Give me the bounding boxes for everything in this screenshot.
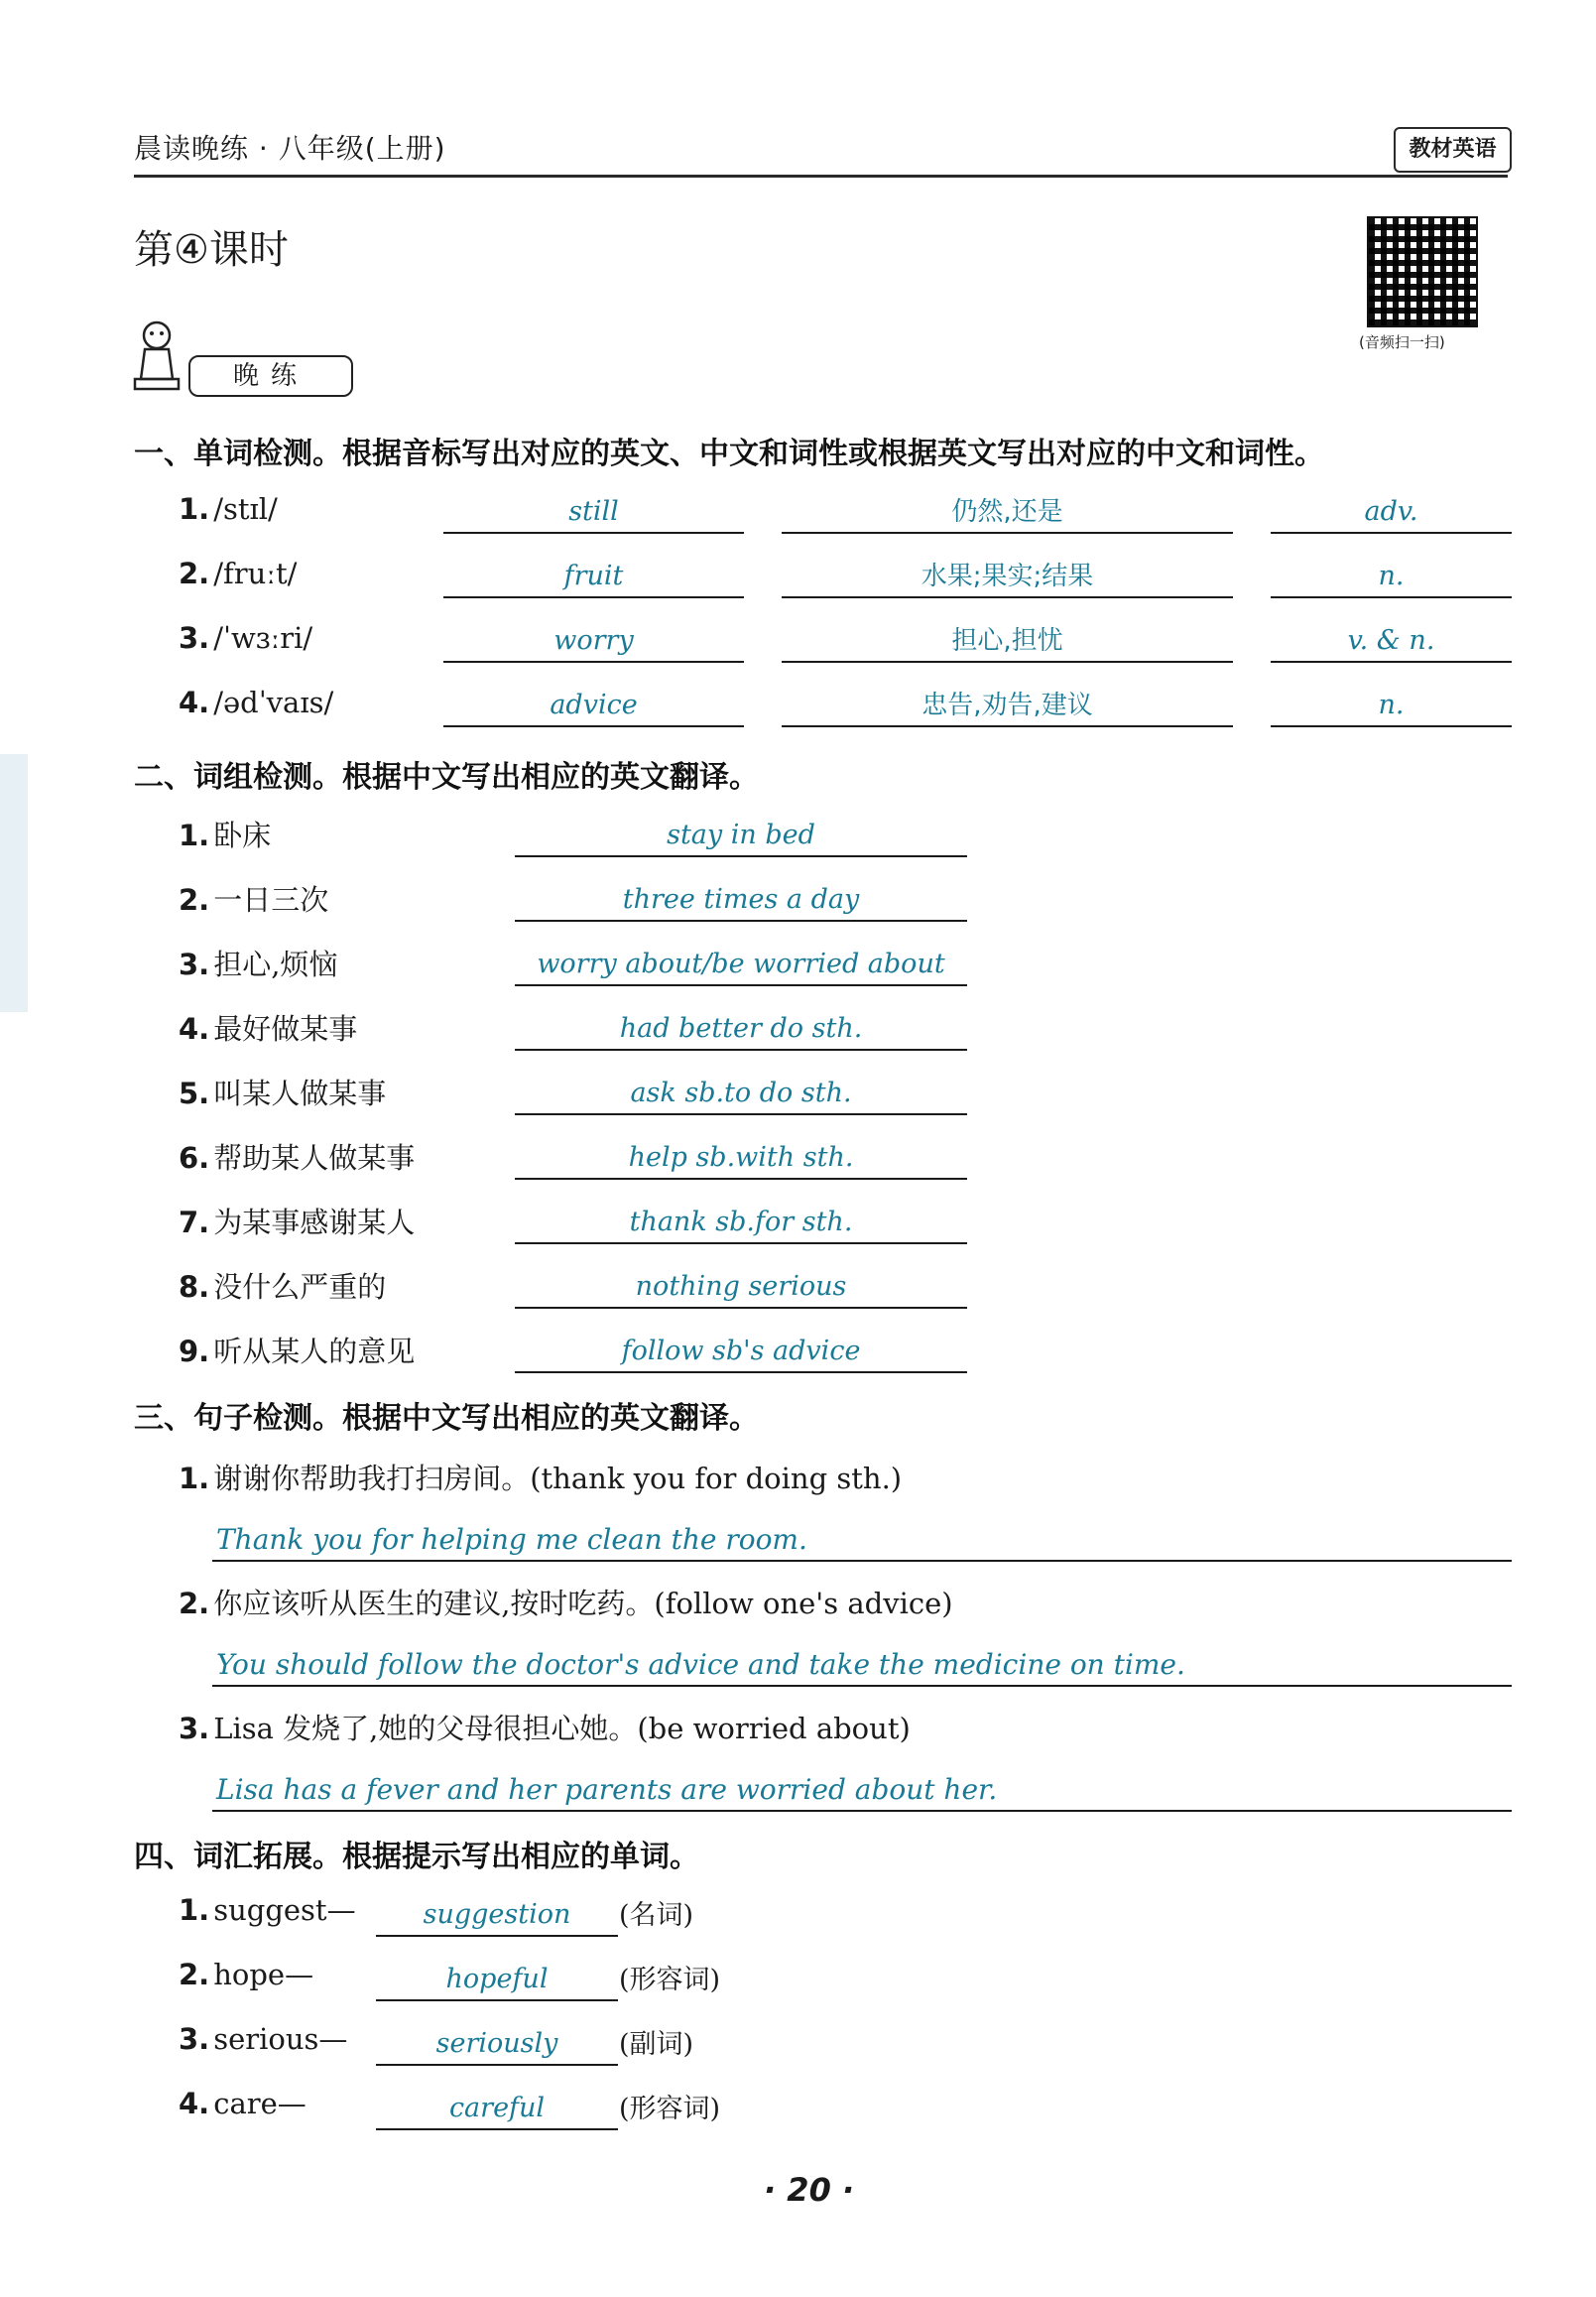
- word-answer[interactable]: suggestion: [376, 1895, 618, 1937]
- item-number: 8.: [179, 1270, 210, 1304]
- list-item: [179, 686, 333, 719]
- phrase-answer[interactable]: worry about/be worried about: [515, 945, 967, 986]
- phonetic: /ˈwɜːri/: [213, 621, 313, 655]
- phonetic: /ədˈvaɪs/: [213, 686, 334, 719]
- list-item: [179, 1958, 313, 1991]
- item-number: 6.: [179, 1141, 210, 1175]
- phrase-answer[interactable]: stay in bed: [515, 816, 967, 857]
- sentence-answer[interactable]: Thank you for helping me clean the room.: [212, 1520, 1512, 1562]
- mascot-icon: [131, 319, 183, 393]
- pos-answer[interactable]: n.: [1271, 686, 1512, 727]
- sentence-answer[interactable]: Lisa has a fever and her parents are worried about her.: [212, 1770, 1512, 1812]
- item-number: 1.: [179, 1462, 210, 1495]
- section4-heading: 四、词汇拓展。根据提示写出相应的单词。: [134, 1840, 699, 1874]
- qr-code-icon[interactable]: [1367, 216, 1478, 327]
- item-number: 2.: [179, 1958, 210, 1991]
- phrase-answer[interactable]: had better do sth.: [515, 1009, 967, 1051]
- english-answer[interactable]: worry: [443, 621, 744, 663]
- list-item: [179, 878, 328, 919]
- list-item: [179, 621, 312, 655]
- phrase-chinese: 帮助某人做某事: [213, 1141, 416, 1175]
- sentence-prompt: 谢谢你帮助我打扫房间。(thank you for doing sth.): [213, 1462, 903, 1495]
- section3-heading: 三、句子检测。根据中文写出相应的英文翻译。: [134, 1401, 759, 1436]
- list-item: [179, 2022, 347, 2056]
- list-item: [179, 943, 337, 983]
- section-badge: 晚练: [188, 355, 353, 397]
- phrase-chinese: 为某事感谢某人: [213, 1206, 416, 1239]
- list-item: [179, 1330, 415, 1370]
- item-number: 1.: [179, 492, 210, 526]
- list-item: [179, 1457, 902, 1497]
- phrase-answer[interactable]: three times a day: [515, 880, 967, 922]
- phrase-answer[interactable]: ask sb.to do sth.: [515, 1074, 967, 1115]
- phrase-answer[interactable]: nothing serious: [515, 1267, 967, 1309]
- phrase-chinese: 一日三次: [213, 883, 329, 917]
- phrase-chinese: 卧床: [213, 819, 272, 852]
- list-item: [179, 1893, 356, 1927]
- item-number: 3.: [179, 621, 210, 655]
- item-number: 2.: [179, 883, 210, 917]
- base-word: care—: [213, 2087, 307, 2120]
- word-answer[interactable]: seriously: [376, 2024, 618, 2066]
- word-answer[interactable]: careful: [376, 2089, 618, 2130]
- chinese-answer[interactable]: 水果;果实;结果: [782, 557, 1233, 598]
- margin-decoration: [0, 754, 28, 1012]
- list-item: [179, 814, 271, 854]
- item-number: 3.: [179, 2022, 210, 2056]
- word-class-hint: (名词): [619, 1900, 694, 1931]
- list-item: [179, 1707, 911, 1747]
- item-number: 7.: [179, 1206, 210, 1239]
- phrase-chinese: 担心,烦恼: [213, 948, 338, 981]
- list-item: [179, 1007, 357, 1048]
- list-item: [179, 1201, 415, 1241]
- phonetic: /stɪl/: [213, 492, 278, 526]
- list-item: [179, 1072, 386, 1112]
- word-class-hint: (副词): [619, 2029, 694, 2060]
- item-number: 2.: [179, 557, 210, 590]
- item-number: 4.: [179, 686, 210, 719]
- phrase-chinese: 叫某人做某事: [213, 1077, 387, 1110]
- item-number: 2.: [179, 1587, 210, 1620]
- page-number: · 20 ·: [764, 2171, 855, 2209]
- sentence-prompt: Lisa 发烧了,她的父母很担心她。(be worried about): [213, 1712, 911, 1745]
- base-word: suggest—: [213, 1893, 356, 1927]
- item-number: 3.: [179, 1712, 210, 1745]
- item-number: 3.: [179, 948, 210, 981]
- pos-answer[interactable]: v. & n.: [1271, 621, 1512, 663]
- header-divider: [134, 175, 1508, 178]
- list-item: [179, 1136, 415, 1177]
- phrase-answer[interactable]: thank sb.for sth.: [515, 1203, 967, 1244]
- item-number: 5.: [179, 1077, 210, 1110]
- list-item: [179, 2087, 307, 2120]
- word-answer[interactable]: hopeful: [376, 1960, 618, 2001]
- book-title: 晨读晚练 · 八年级(上册): [134, 132, 446, 165]
- phrase-answer[interactable]: follow sb's advice: [515, 1332, 967, 1373]
- list-item: [179, 557, 297, 590]
- phrase-chinese: 最好做某事: [213, 1012, 358, 1046]
- pos-answer[interactable]: n.: [1271, 557, 1512, 598]
- phrase-answer[interactable]: help sb.with sth.: [515, 1138, 967, 1180]
- sentence-prompt: 你应该听从医生的建议,按时吃药。(follow one's advice): [213, 1587, 953, 1620]
- qr-caption: (音频扫一扫): [1359, 333, 1445, 351]
- chinese-answer[interactable]: 担心,担忧: [782, 621, 1233, 663]
- phrase-chinese: 听从某人的意见: [213, 1335, 416, 1368]
- item-number: 1.: [179, 819, 210, 852]
- sentence-answer[interactable]: You should follow the doctor's advice and take the medicine on time.: [212, 1645, 1512, 1687]
- english-answer[interactable]: advice: [443, 686, 744, 727]
- section2-heading: 二、词组检测。根据中文写出相应的英文翻译。: [134, 760, 759, 795]
- chinese-answer[interactable]: 仍然,还是: [782, 492, 1233, 534]
- word-class-hint: (形容词): [619, 1965, 721, 1995]
- item-number: 9.: [179, 1335, 210, 1368]
- list-item: [179, 492, 278, 526]
- brand-logo: 教材英语: [1394, 127, 1512, 173]
- item-number: 4.: [179, 2087, 210, 2120]
- section1-heading: 一、单词检测。根据音标写出对应的英文、中文和词性或根据英文写出对应的中文和词性。: [134, 437, 1324, 471]
- phonetic: /fruːt/: [213, 557, 298, 590]
- word-class-hint: (形容词): [619, 2094, 721, 2124]
- base-word: hope—: [213, 1958, 314, 1991]
- base-word: serious—: [213, 2022, 348, 2056]
- item-number: 1.: [179, 1893, 210, 1927]
- phrase-chinese: 没什么严重的: [213, 1270, 387, 1304]
- list-item: [179, 1582, 953, 1622]
- lesson-title: 第④课时: [134, 227, 289, 273]
- item-number: 4.: [179, 1012, 210, 1046]
- pos-answer[interactable]: adv.: [1271, 492, 1512, 534]
- english-answer[interactable]: fruit: [443, 557, 744, 598]
- chinese-answer[interactable]: 忠告,劝告,建议: [782, 686, 1233, 727]
- list-item: [179, 1265, 386, 1306]
- english-answer[interactable]: still: [443, 492, 744, 534]
